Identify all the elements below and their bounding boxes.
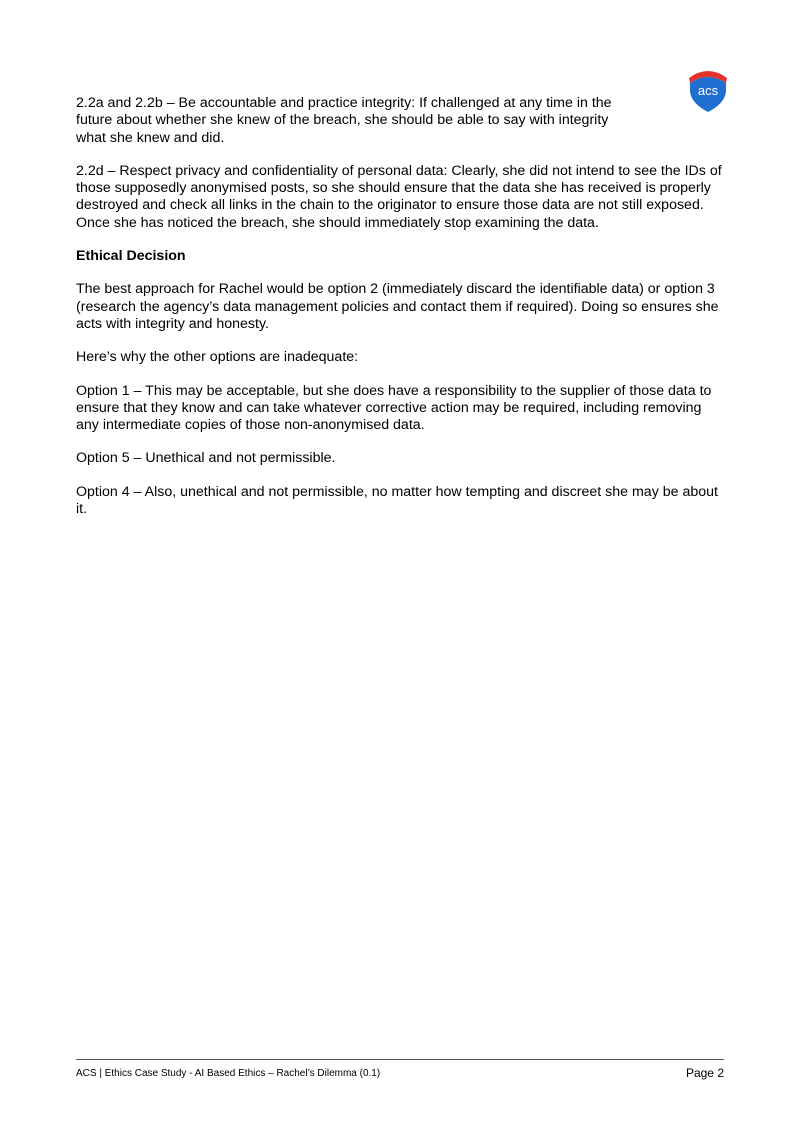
document-body [76, 95, 726, 534]
svg-text:acs: acs [697, 83, 719, 98]
paragraph-option-4: Option 4 – Also, unethical and not permissible, no matter how tempting and discreet she may be about it. [76, 483, 718, 518]
paragraph-option-1: Option 1 – This may be acceptable, but she does have a responsibility to the supplier of those data to ensure that they know and can take whatever corrective action may be required, including removing any intermediate copies of those non-anonymised data. [76, 382, 712, 434]
footer-page-number: Page 2 [685, 1066, 724, 1080]
paragraph-other-options-intro: Here’s why the other options are inadequate: [76, 349, 359, 366]
paragraph-best-approach: The best approach for Rachel would be option 2 (immediately discard the identifiable data) or option 3 (research the agency’s data management policies and contact them if required). Doing so ensures she acts with integrity and honesty. [76, 281, 719, 332]
paragraph-privacy: 2.2d – Respect privacy and confidentiality of personal data: Clearly, she did not intend to see the IDs of those supposedly anonymised posts, so she should ensure that the data she has received is properly destroyed and check all links in the chain to the originator to ensure those data are not still exposed. Once she has noticed the breach, she should immediately stop examining the data. [76, 162, 722, 231]
footer-document-title: ACS | Ethics Case Study - AI Based Ethics – Rachel’s Dilemma (0.1) [76, 1068, 381, 1079]
paragraph-accountability: 2.2a and 2.2b – Be accountable and practice integrity: If challenged at any time in the future about whether she knew of the breach, she should be able to say with integrity what she knew and did. [76, 95, 612, 146]
paragraph-option-5: Option 5 – Unethical and not permissible. [76, 450, 336, 467]
section-heading: Ethical Decision [76, 248, 186, 265]
footer-divider [76, 1059, 724, 1060]
